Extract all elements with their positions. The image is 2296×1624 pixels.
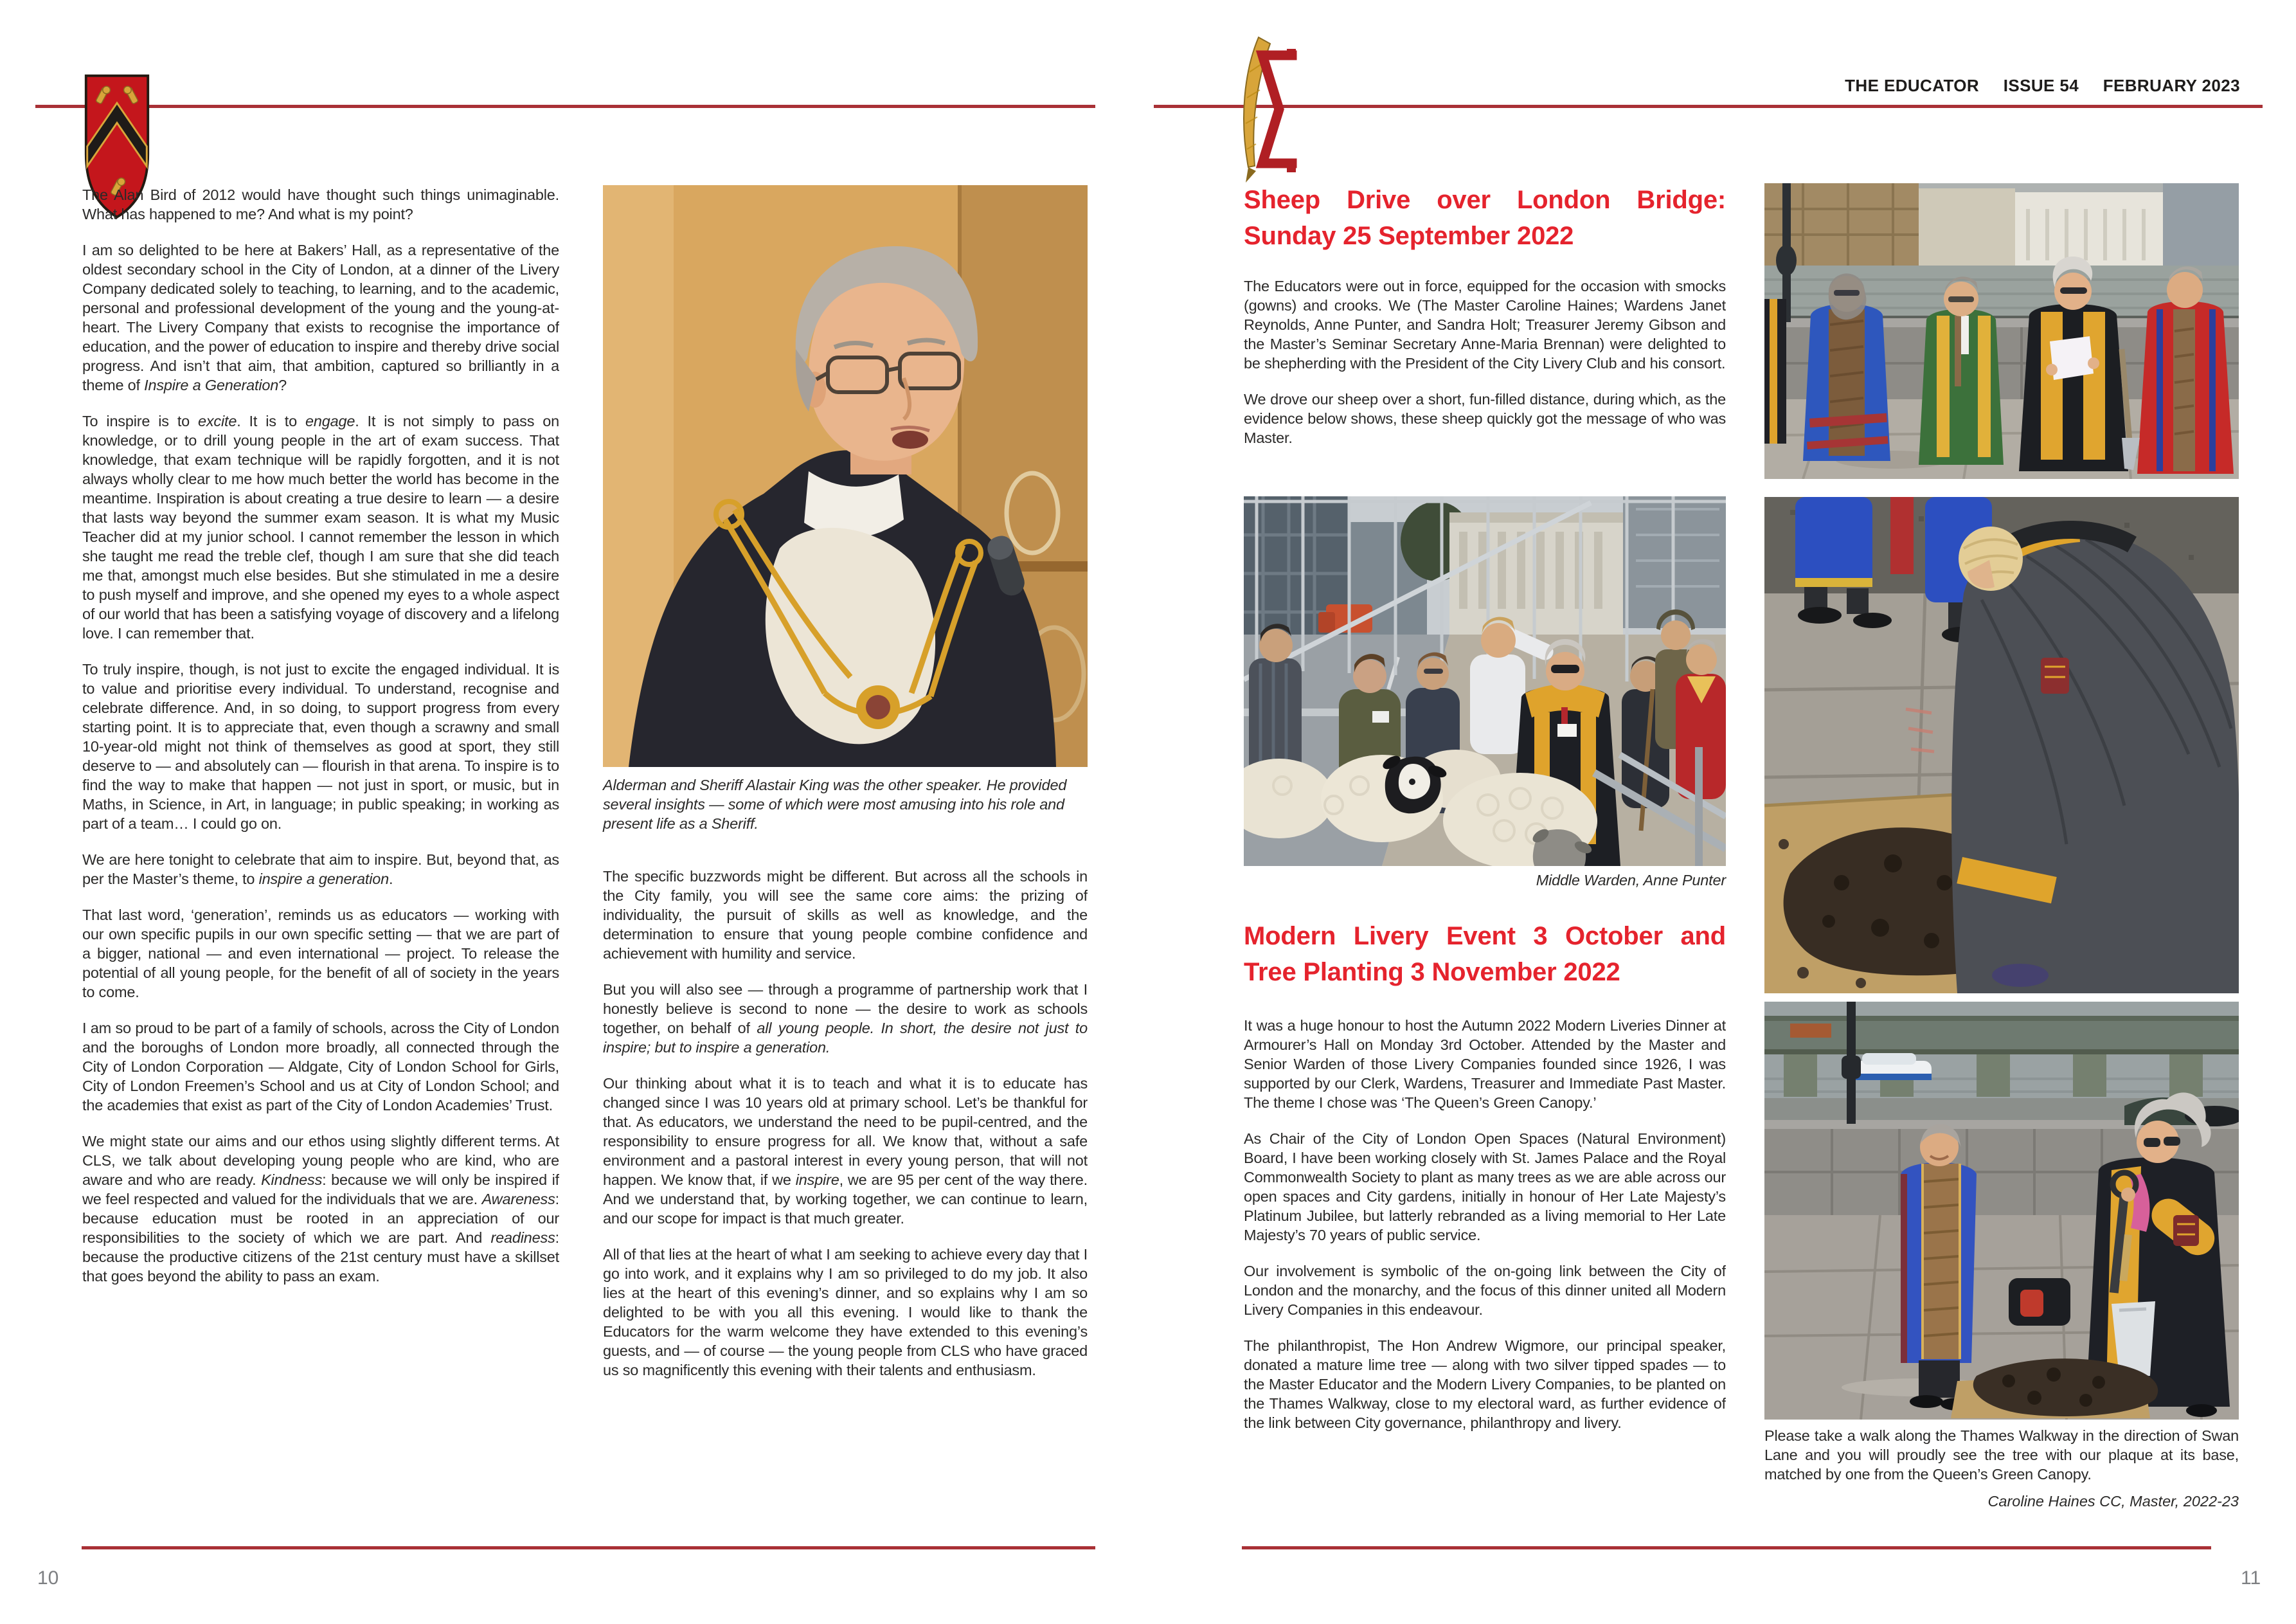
sheep-photo-caption: Middle Warden, Anne Punter [1536, 872, 1726, 889]
paragraph: I am so proud to be part of a family of schools, across the City of London and the boroughs of London more broadly, all connected through the City of London Corporation — Aldgate, City of London School for Girls, City of London Freemen’s School and us at City of London School; and the academies that exist as part of the City of London Academies’ Trust. [82, 1020, 559, 1114]
headline-line: Modern Livery Event 3 October and [1244, 922, 1726, 950]
embankment-photo-illustration [1764, 183, 2239, 479]
sheep-photo-illustration [1244, 496, 1726, 866]
bottom-rule-right-page [1242, 1546, 2211, 1549]
paragraph: To truly inspire, though, is not just to excite the engaged individual. It is to value and prioritise every individual. To understand, recognise and celebrate difference. And, in so doing, to support progress from every starting point. It is to appreciate that, even though a scrawny and small 10-year-old might not think of themselves as good at sport, they still deserve to — and absolutely can — flourish in that arena. To inspire is to find the way to make that happen — not just in sport, or music, but in Maths, in Science, in Art, in language; in public speaking; in working as part of a team… I could go on. [82, 661, 559, 832]
soil-shovelling-photo [1764, 497, 2239, 993]
masthead [1543, 76, 2240, 96]
headline-line: Sunday 25 September 2022 [1244, 222, 1574, 250]
paragraph: As Chair of the City of London Open Spaces (Natural Environment) Board, I have been working closely with St. James Palace and the Royal Commonwealth Society to plant as many trees as we are able across our open spaces and City gardens, initially in honour of Her Late Majesty’s Platinum Jubilee, but latterly rebranded as a living memorial to Her Late Majesty’s 70 years of public service. [1244, 1130, 1726, 1243]
paragraph: That last word, ‘generation’, reminds us as educators — working with our own specific pupils in our own specific setting — that we are part of a bigger, national — and even international — project. To release the potential of all young people, for the benefit of all of society in the years to come. [82, 907, 559, 1000]
paragraph: To inspire is to excite. It is to engage. It is not simply to pass on knowledge, or to drill young people in the art of exam success. That knowledge, that exam technique will be rapidly forgotten, and it is not always wholly clear to me how much better the world has become in the meantime. Inspiration is about creating a true desire to learn — a desire that lasts way beyond the summer exam season. It is what my Music Teacher did at my junior school. I cannot remember the lesson in which she taught me read the treble clef, though I am sure that she did teach me that, amongst much else besides. But she stimulated in me a desire to push myself and improve, and she opened my eyes to a whole aspect of our world that has been a satisfying voyage of discovery and a lifelong love. I can remember that. [82, 413, 559, 642]
paragraph: The Educators were out in force, equipped for the occasion with smocks (gowns) and crooks. We (The Master Caroline Haines; Wardens Janet Reynolds, Anne Punter, and Sandra Holt; Treasurer Jeremy Gibson and the Master’s Seminar Secretary Anne-Maria Brennan) were delighted to be shepherding with the President of the City Livery Club and his consort. [1244, 278, 1726, 372]
paragraph: It was a huge honour to host the Autumn 2022 Modern Liveries Dinner at Armourer’s Hall on Monday 3rd October. Attended by the Master and Senior Warden of those Livery Companies founded since 1926, I was supported by our Clerk, Wardens, Treasurer and Immediate Past Master. The theme I chose was ‘The Queen’s Green Canopy.’ [1244, 1017, 1726, 1111]
bottom-rule-left-page [82, 1546, 1095, 1549]
paragraph: The Alan Bird of 2012 would have thought such things unimaginable. What has happened to me? And what is my point? [82, 186, 559, 222]
paragraph: Please take a walk along the Thames Walkway in the direction of Swan Lane and you will proudly see the tree with our plaque at its base, matched by one from the Queen’s Green Canopy. [1764, 1427, 2239, 1483]
shovelling-photo-illustration [1764, 497, 2239, 993]
paragraph: We are here tonight to celebrate that aim to inspire. But, beyond that, as per the Master’s theme, to inspire a generation. [82, 851, 559, 887]
sheep-article-text [1244, 276, 1726, 492]
paragraph: Alderman and Sheriff Alastair King was the other speaker. He provided several insights — some of which were most amusing into his role and present life as a Sheriff. [603, 777, 1067, 832]
headline-line: Tree Planting 3 November 2022 [1244, 958, 1620, 986]
top-rule-left-page [35, 105, 1095, 108]
left-page-column-1 [82, 185, 559, 1522]
headline-modern-livery [1244, 918, 1726, 990]
speaker-photo-caption [603, 775, 1088, 833]
issue-number: ISSUE 54 [2003, 76, 2079, 95]
speaker-photo-illustration [603, 185, 1088, 767]
headline-sheep-drive [1244, 182, 1726, 254]
headline-line: Sheep Drive over London Bridge: [1244, 186, 1726, 214]
top-rule-right-page [1154, 105, 2263, 108]
speaker-portrait-photo [603, 185, 1088, 767]
paragraph: But you will also see — through a programme of partnership work that I honestly believe is second to none — the desire to work as schools together, on behalf of all young people. In short, the desire not just to inspire; but to inspire a generation. [603, 981, 1088, 1056]
embankment-group-photo [1764, 183, 2239, 479]
paragraph: All of that lies at the heart of what I am seeking to achieve every day that I go into work, and it explains why I am so privileged to do my job. It also lies at the heart of this evening’s dinner, and so explains why I am so delighted to be with you all this evening. I would like to thank the Educators for the warm welcome they have extended to this evening’s guests, and — of course — the young people from CLS who have graced us so magnificently this evening with their talents and enthusiasm. [603, 1246, 1088, 1378]
educators-quill-logo [1230, 33, 1297, 188]
paragraph: We might state our aims and our ethos using slightly different terms. At CLS, we talk about developing young people who are kind, who are aware and who are ready. Kindness: because we will only be inspired if we feel respected and valued for the individuals that we are. Awareness: because education must be rooted in an appreciation of our responsibilities to the society of which we are part. And readiness: because the productive citizens of the 21st century must have a skillset that goes beyond the ability to pass an exam. [82, 1133, 559, 1285]
paragraph: We drove our sheep over a short, fun-filled distance, during which, as the evidence below shows, these sheep quickly got the message of who was Master. [1244, 391, 1726, 446]
paragraph: The specific buzzwords might be different. But across all the schools in the City family, you will see the same core aims: the prizing of individuality, the pursuit of skills as well as knowledge, and the determination to ensure that young people combine confidence and achievement with humility and service. [603, 868, 1088, 962]
magazine-title: THE EDUCATOR [1845, 76, 1980, 95]
tree-planting-photo [1764, 1002, 2239, 1420]
byline: Caroline Haines CC, Master, 2022-23 [1987, 1493, 2239, 1510]
tree-photo-caption [1764, 1426, 2239, 1484]
educators-quill-icon [1230, 33, 1297, 188]
paragraph: I am so delighted to be here at Bakers’ Hall, as a representative of the oldest secondary school in the City of London, at a dinner of the Livery Company dedicated solely to teaching, to learning, and to the academic, personal and professional development of the young and the young-at-heart. The Livery Company that exists to recognise the importance of education, and the power of education to inspire and thereby drive social progress. And isn’t that aim, that ambition, captured so brilliantly in a theme of Inspire a Generation? [82, 242, 559, 393]
paragraph: Our thinking about what it is to teach and what it is to educate has changed since I was 10 years old at primary school. Let’s be thankful for that. As educators, we understand the need to be pupil-centred, and the responsibility to ensure progress for all. We know that, without a safe environment and a pastoral interest in every young person, that will not happen. We know that, if we inspire, we are 95 per cent of the way there. And we understand that, by working together, we can continue to learn, and our scope for impact is that much greater. [603, 1075, 1088, 1227]
issue-date: FEBRUARY 2023 [2103, 76, 2240, 95]
paragraph: The philanthropist, The Hon Andrew Wigmore, our principal speaker, donated a mature lime tree — along with two silver tipped spades — to the Master Educator and the Modern Livery Companies, to be planted on the Thames Walkway, close to my electoral ward, as further evidence of the link between City governance, philanthropy and livery. [1244, 1337, 1726, 1431]
page-number-left: 10 [37, 1567, 59, 1589]
page-number-right: 11 [2241, 1567, 2261, 1589]
sheep-drive-photo [1244, 496, 1726, 866]
tree-caption-block [1764, 1426, 2239, 1542]
livery-article-text [1244, 1016, 1726, 1546]
tree-planting-photo-illustration [1764, 1002, 2239, 1420]
left-page-column-2 [603, 867, 1088, 1506]
paragraph: Our involvement is symbolic of the on-going link between the City of London and the monarchy, and the focus of this dinner united all Modern Livery Companies in this endeavour. [1244, 1263, 1726, 1318]
